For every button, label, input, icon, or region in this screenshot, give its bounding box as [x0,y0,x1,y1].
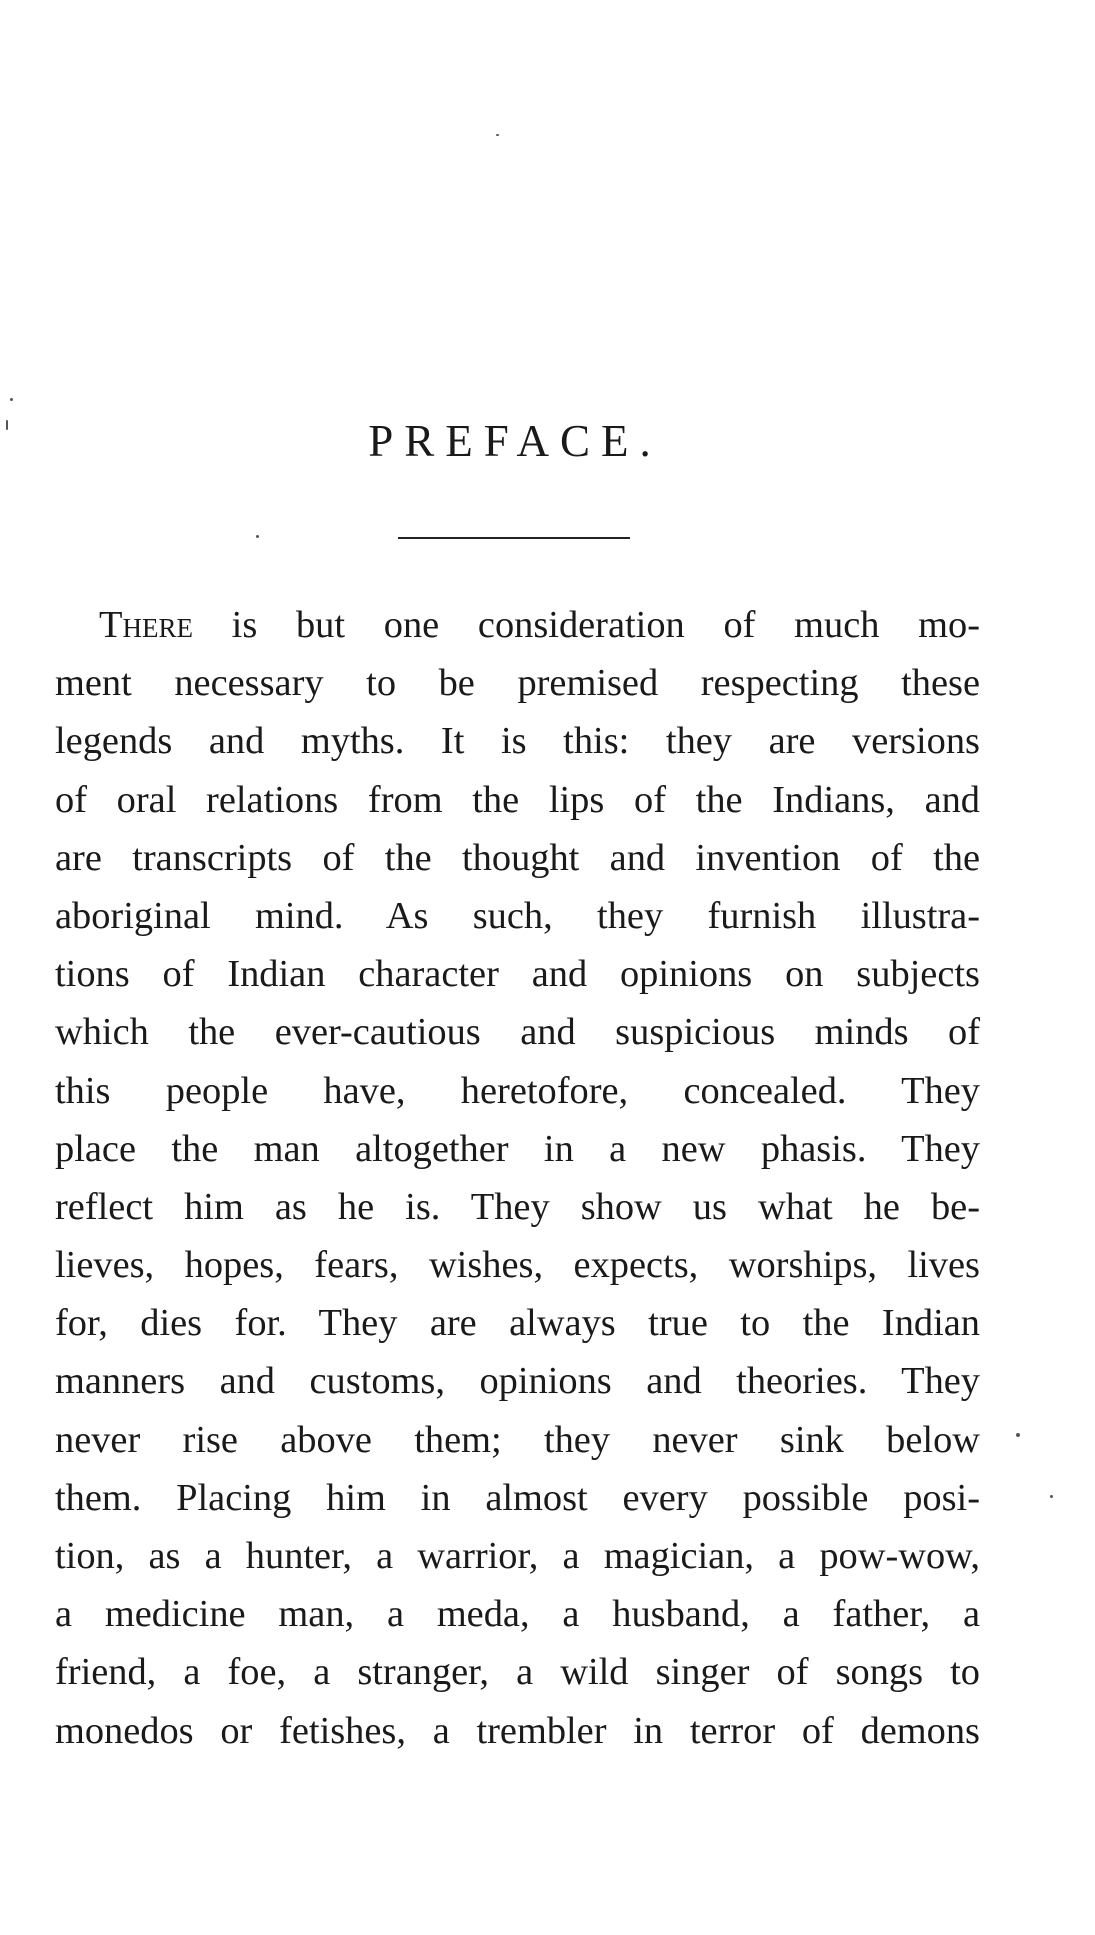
text-line: There is but one consideration of much mo- [99,604,980,646]
text-line: manners and customs, opinions and theories. They [55,1360,980,1403]
text-line: reflect him as he is. They show us what he be- [55,1185,980,1228]
text-line: are transcripts of the thought and invention of the [55,836,980,879]
text-line: of oral relations from the lips of the Indians, and [55,778,980,821]
scan-speck [1016,1433,1020,1437]
text-line: a medicine man, a meda, a husband, a father, a [55,1593,980,1636]
text-line: friend, a foe, a stranger, a wild singer of songs to [55,1651,980,1694]
text-line: this people have, heretofore, concealed. They [55,1069,980,1112]
text-line: lieves, hopes, fears, wishes, expects, worships, lives [55,1244,980,1287]
text-line: monedos or fetishes, a trembler in terror of demons [55,1709,980,1752]
scan-speck [10,398,13,401]
text-line: aboriginal mind. As such, they furnish illustra- [55,894,980,937]
lead-word: There [99,604,193,646]
text-line: place the man altogether in a new phasis. They [55,1127,980,1170]
text-line: legends and myths. It is this: they are versions [55,720,980,763]
text-line: tion, as a hunter, a warrior, a magician, a pow-wow, [55,1535,980,1577]
text-line: ment necessary to be premised respecting these [55,662,980,705]
text-line: which the ever-cautious and suspicious minds of [55,1011,980,1054]
page-title: PREFACE. [368,416,662,466]
title-rule [398,537,630,539]
scan-speck [496,134,499,136]
text-line: tions of Indian character and opinions on subjects [55,953,980,996]
scan-speck [1050,1495,1053,1498]
text-line: never rise above them; they never sink below [55,1418,980,1461]
scan-speck [256,535,259,538]
text-line: for, dies for. They are always true to the Indian [55,1302,980,1345]
preface-body [55,596,980,1760]
text-line: them. Placing him in almost every possible posi- [55,1476,980,1519]
